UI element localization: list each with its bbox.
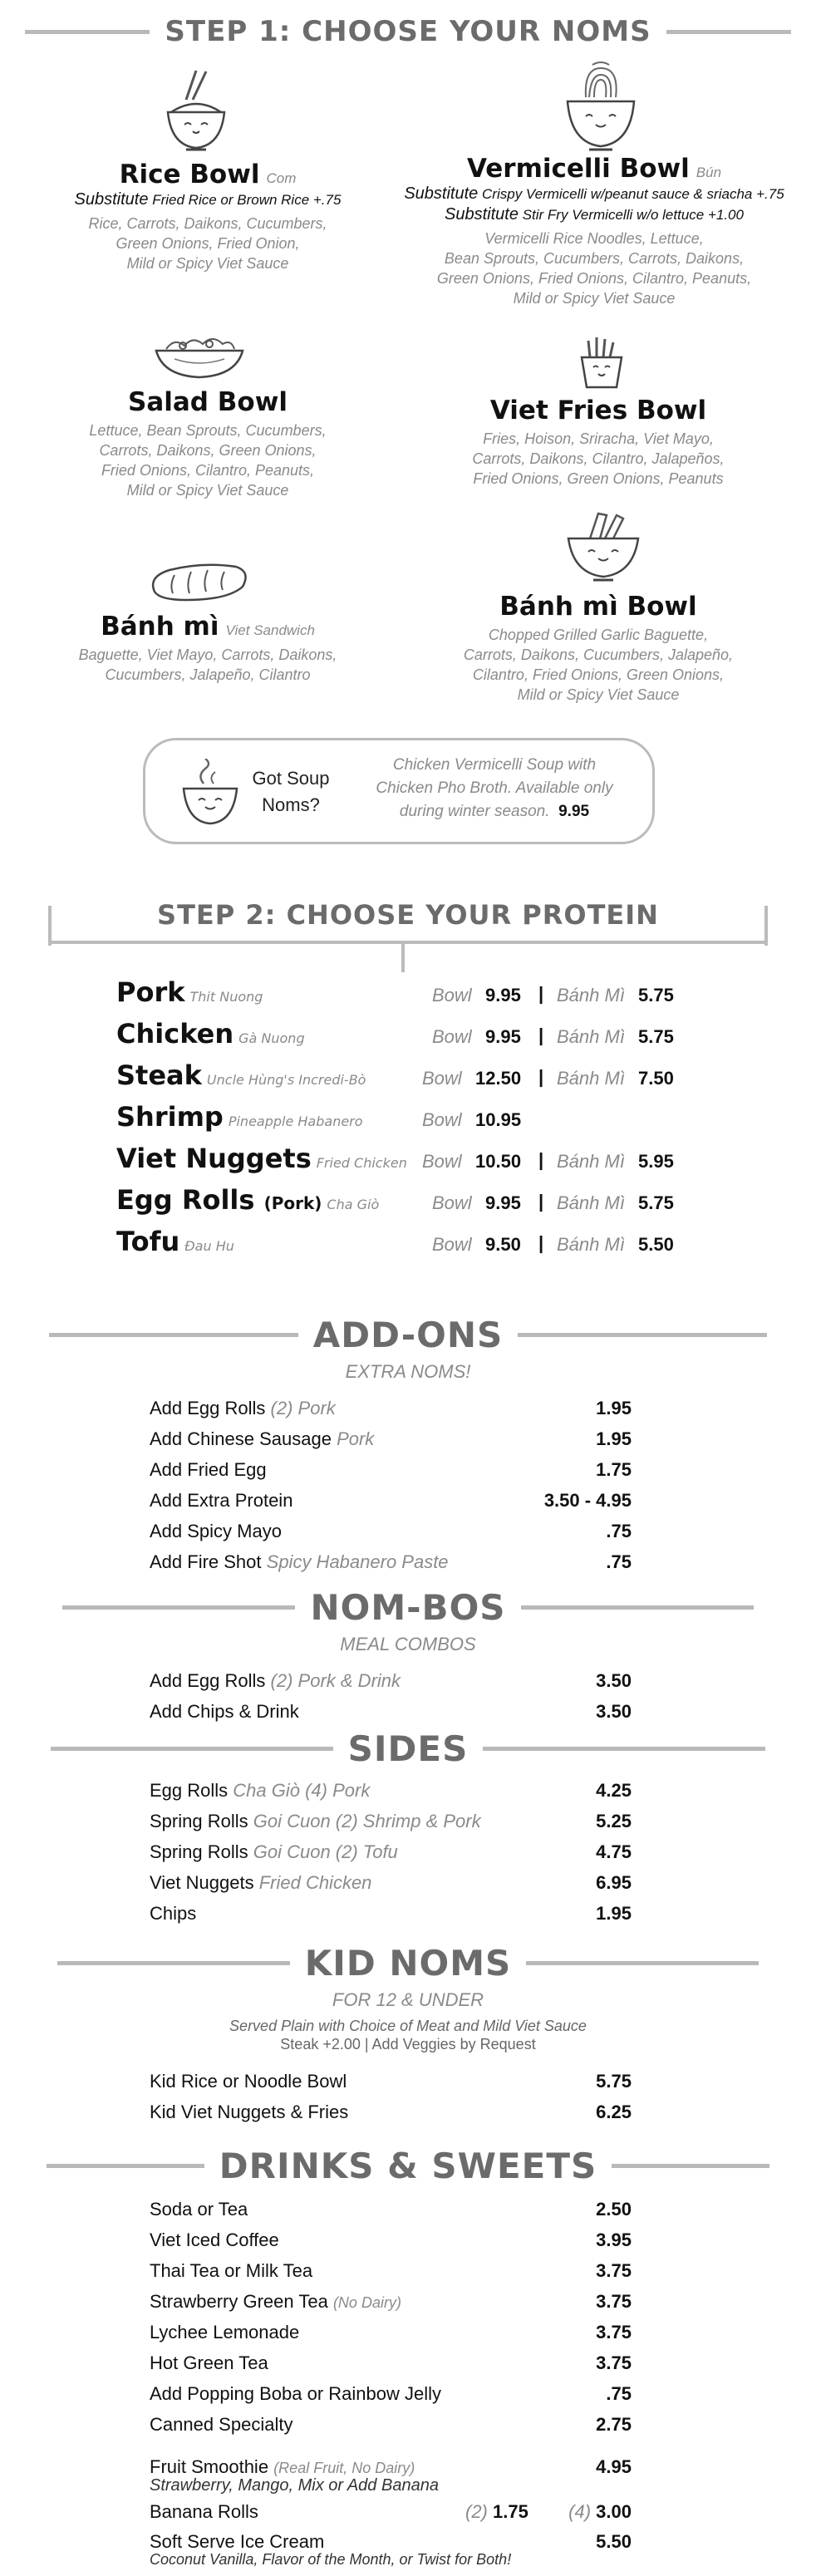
protein-name: Viet Nuggets [116, 1143, 312, 1174]
row-price: 3.75 [596, 2291, 632, 2312]
desc-line: Mild or Spicy Viet Sauce [513, 290, 676, 307]
desc-line: Green Onions, Fried Onions, Cilantro, Peanuts, [436, 270, 752, 287]
row-note: Pork [337, 1428, 375, 1449]
bowl-label: Bowl [422, 1068, 462, 1089]
price-separator: | [538, 1191, 544, 1212]
protein-row [116, 1059, 715, 1101]
menu-row [150, 2383, 632, 2408]
row-price: 6.95 [596, 1872, 632, 1893]
banh-mi-label: Bánh Mì [557, 1151, 625, 1172]
row-price: 1.95 [596, 1398, 632, 1418]
row-price: 3.50 - 4.95 [543, 1490, 632, 1511]
protein-row [116, 1184, 715, 1226]
row-label-cell [150, 2229, 279, 2251]
row-label: Add Spicy Mayo [150, 1521, 282, 1541]
row-label: Add Extra Protein [150, 1490, 293, 1511]
row-label: Chips [150, 1903, 197, 1924]
bowl-label: Bowl [422, 1109, 462, 1130]
row-label: Lychee Lemonade [150, 2322, 300, 2342]
price-separator: | [538, 1149, 544, 1170]
substitute-text: Stir Fry Vermicelli w/o lettuce +1.00 [522, 207, 744, 223]
step1-heading [0, 15, 816, 48]
row-price: 1.95 [596, 1903, 632, 1924]
row-label-cell [150, 1398, 336, 1419]
desc-line: Carrots, Daikons, Green Onions, [99, 442, 317, 459]
row-price: 3.75 [596, 2260, 632, 2281]
row-label: Add Egg Rolls [150, 1398, 266, 1418]
row-label-cell [150, 1521, 282, 1542]
item-name: Bánh mì [101, 612, 219, 642]
row-price: 5.25 [596, 1811, 632, 1831]
soup-title: Noms? [262, 794, 320, 815]
sides-heading [0, 1728, 816, 1769]
menu-row-soft-serve [150, 2531, 632, 2571]
menu-row [150, 2291, 632, 2316]
row-label: Egg Rolls [150, 1780, 229, 1801]
heading-rule [483, 1747, 765, 1751]
menu-row [150, 2352, 632, 2377]
row-price: 4.75 [596, 1841, 632, 1862]
row-label: Add Fried Egg [150, 1459, 267, 1480]
kids-subtitle: FOR 12 & UNDER [332, 1989, 484, 2010]
row-qty: (2) [465, 2501, 488, 2522]
menu-row [150, 1428, 632, 1453]
menu-row [150, 1521, 632, 1546]
row-price: .75 [606, 2383, 632, 2404]
heading-rule [25, 30, 150, 34]
menu-row [150, 2229, 632, 2254]
row-label: Banana Rolls [150, 2501, 258, 2522]
protein-viet-name: Pineapple Habanero [228, 1113, 363, 1129]
row-price: 3.75 [596, 2352, 632, 2373]
row-label: Kid Viet Nuggets & Fries [150, 2102, 349, 2122]
menu-row [150, 2414, 632, 2439]
row-label-cell [150, 2102, 348, 2123]
price-separator: | [538, 1232, 544, 1253]
heading-rule [612, 2164, 769, 2168]
banh-mi-price: 5.75 [638, 985, 674, 1005]
banh-mi-item [33, 612, 382, 685]
substitute-label: Substitute [74, 190, 149, 209]
menu-row [150, 2322, 632, 2347]
protein-name: Tofu [116, 1226, 180, 1257]
menu-row [150, 1490, 632, 1515]
row-label: Spring Rolls [150, 1841, 248, 1862]
desc-line: Lettuce, Bean Sprouts, Cucumbers, [89, 422, 327, 439]
protein-row [116, 1143, 715, 1184]
menu-row [150, 2071, 632, 2096]
menu-row [150, 2199, 632, 2224]
banh-mi-price: 5.95 [638, 1151, 674, 1172]
item-name: Salad Bowl [128, 387, 288, 417]
row-label-cell [150, 2291, 401, 2313]
row-note: Spicy Habanero Paste [266, 1551, 449, 1572]
heading-rule [62, 1605, 295, 1610]
viet-fries-bowl-item [415, 396, 781, 489]
protein-row [116, 1226, 715, 1267]
row-label: Hot Green Tea [150, 2352, 268, 2373]
row-label-cell [150, 2414, 292, 2436]
row-price: 2.75 [596, 2414, 632, 2435]
row-label: Add Fire Shot [150, 1551, 262, 1572]
desc-line: Mild or Spicy Viet Sauce [126, 482, 289, 499]
row-label: Add Chinese Sausage [150, 1428, 332, 1449]
menu-row [150, 1701, 632, 1726]
step1-title: STEP 1: CHOOSE YOUR NOMS [165, 15, 651, 48]
row-label-cell [150, 1903, 196, 1925]
protein-name-cell [116, 1018, 305, 1050]
row-label-cell [150, 1701, 299, 1723]
desc-line: Cucumbers, Jalapeño, Cilantro [105, 666, 311, 683]
row-note: (2) Pork & Drink [270, 1670, 401, 1691]
substitute-text: Fried Rice or Brown Rice +.75 [152, 192, 342, 208]
row-label: Add Popping Boba or Rainbow Jelly [150, 2383, 442, 2404]
soup-price: 9.95 [558, 803, 590, 820]
sides-title: SIDES [347, 1728, 469, 1769]
heading-rule [518, 1333, 767, 1337]
desc-line: Bean Sprouts, Cucumbers, Carrots, Daikons, [444, 250, 745, 267]
protein-viet-name: Gà Nuong [238, 1030, 305, 1046]
row-label-cell [150, 1811, 481, 1832]
soup-bowl-icon [179, 759, 242, 828]
protein-name: Pork [116, 976, 185, 1008]
protein-extra: (Pork) [263, 1193, 322, 1213]
protein-viet-name: Cha Giò [327, 1197, 380, 1212]
bowl-price: 10.95 [475, 1109, 522, 1130]
row-price: 3.75 [596, 2322, 632, 2342]
row-label: Soft Serve Ice Cream [150, 2531, 325, 2552]
bowl-price: 9.95 [485, 985, 521, 1005]
protein-viet-name: Đau Hu [184, 1238, 234, 1254]
protein-name-cell [116, 1059, 366, 1091]
protein-name: Egg Rolls [116, 1184, 255, 1216]
row-price: 4.25 [596, 1780, 632, 1801]
menu-row [150, 2102, 632, 2126]
row-price: 3.00 [596, 2501, 632, 2522]
row-note: (2) Pork [270, 1398, 336, 1418]
row-price: 6.25 [596, 2102, 632, 2122]
salad-bowl-item [33, 387, 382, 500]
menu-row [150, 1841, 632, 1866]
menu-row [150, 1670, 632, 1695]
banh-mi-price: 5.50 [638, 1234, 674, 1255]
protein-name: Shrimp [116, 1101, 224, 1133]
row-label: Spring Rolls [150, 1811, 248, 1831]
heading-rule [49, 1333, 298, 1337]
price-separator: | [538, 1025, 544, 1045]
soup-desc-line: during winter season. [399, 803, 550, 820]
protein-row [116, 976, 715, 1018]
item-name: Rice Bowl [119, 160, 260, 189]
row-label: Fruit Smoothie [150, 2456, 269, 2477]
menu-row [150, 1551, 632, 1576]
item-name: Bánh mì Bowl [499, 592, 697, 622]
banh-mi-label: Bánh Mì [557, 1068, 625, 1089]
row-note: (No Dairy) [332, 2294, 401, 2311]
protein-row [116, 1018, 715, 1059]
desc-line: Fried Onions, Green Onions, Peanuts [473, 470, 724, 487]
row-label: Thai Tea or Milk Tea [150, 2260, 313, 2281]
row-note: (Real Fruit, No Dairy) [273, 2460, 415, 2476]
item-viet-name: Com [266, 170, 297, 186]
kids-heading [0, 1943, 816, 1984]
kids-note: Served Plain with Choice of Meat and Mild Viet Sauce [229, 2018, 587, 2034]
nombos-subtitle: MEAL COMBOS [340, 1634, 476, 1654]
bowl-label: Bowl [432, 1234, 472, 1255]
bowl-price: 10.50 [475, 1151, 522, 1172]
soup-desc-line: Chicken Pho Broth. Available only [376, 779, 613, 797]
row-note: Fried Chicken [258, 1872, 372, 1893]
row-price: 2.50 [596, 2199, 632, 2220]
row-qty: (4) [568, 2501, 592, 2522]
banh-mi-price: 7.50 [638, 1068, 674, 1089]
row-label-cell [150, 2199, 248, 2220]
step2-title: STEP 2: CHOOSE YOUR PROTEIN [157, 899, 659, 931]
protein-name-cell [116, 1184, 379, 1216]
desc-line: Green Onions, Fried Onion, [116, 235, 300, 252]
row-note: Goi Cuon (2) Tofu [253, 1841, 398, 1862]
protein-viet-name: Thit Nuong [189, 989, 263, 1005]
menu-row-banana-rolls [150, 2501, 632, 2526]
rice-bowl-item [33, 160, 382, 273]
desc-line: Mild or Spicy Viet Sauce [126, 255, 289, 272]
drinks-title: DRINKS & SWEETS [219, 2146, 597, 2186]
desc-line: Baguette, Viet Mayo, Carrots, Daikons, [78, 646, 337, 663]
banh-mi-label: Bánh Mì [557, 985, 625, 1005]
row-label-cell [150, 2352, 268, 2374]
row-subnote: Strawberry, Mango, Mix or Add Banana [150, 2476, 439, 2495]
row-label-cell [150, 2071, 347, 2092]
row-subnote: Coconut Vanilla, Flavor of the Month, or Twist for Both! [150, 2551, 512, 2568]
heading-rule [51, 1747, 333, 1751]
bowl-label: Bowl [432, 985, 472, 1005]
row-label-cell [150, 1490, 292, 1512]
row-price: 3.50 [596, 1670, 632, 1691]
row-label: Viet Nuggets [150, 1872, 254, 1893]
heading-rule [666, 30, 791, 34]
row-label: Viet Iced Coffee [150, 2229, 279, 2250]
menu-row [150, 2260, 632, 2285]
menu-row [150, 1780, 632, 1805]
banh-mi-label: Bánh Mì [557, 1192, 625, 1213]
kids-title: KID NOMS [304, 1943, 512, 1984]
row-label: Add Egg Rolls [150, 1670, 266, 1691]
row-label-cell [150, 1459, 267, 1481]
protein-name-cell [116, 976, 263, 1008]
addons-subtitle: EXTRA NOMS! [345, 1361, 471, 1382]
desc-line: Chopped Grilled Garlic Baguette, [488, 627, 709, 643]
item-viet-name: Viet Sandwich [225, 622, 315, 638]
row-label-cell [150, 2383, 441, 2405]
nombos-title: NOM-BOS [310, 1587, 506, 1628]
row-price: .75 [606, 1521, 632, 1541]
row-price: .75 [606, 1551, 632, 1572]
protein-name: Steak [116, 1059, 202, 1091]
bowl-price: 12.50 [475, 1068, 522, 1089]
protein-name-cell [116, 1101, 363, 1133]
addons-heading [0, 1315, 816, 1355]
fries-icon [577, 336, 627, 391]
price-separator: | [538, 1066, 544, 1087]
protein-viet-name: Uncle Hùng's Incredi-Bò [206, 1072, 366, 1088]
desc-line: Cilantro, Fried Onions, Green Onions, [472, 666, 725, 683]
row-price: 3.95 [596, 2229, 632, 2250]
row-price: 1.75 [596, 1459, 632, 1480]
row-price: 3.50 [596, 1701, 632, 1722]
substitute-label: Substitute [404, 184, 479, 203]
row-price: 5.50 [596, 2531, 632, 2552]
addons-title: ADD-ONS [312, 1315, 504, 1355]
desc-line: Mild or Spicy Viet Sauce [517, 686, 680, 703]
row-label-cell [150, 2322, 299, 2343]
desc-line: Carrots, Daikons, Cucumbers, Jalapeño, [463, 646, 734, 663]
heading-rule [47, 2164, 204, 2168]
vermicelli-bowl-icon [561, 60, 641, 155]
menu-row [150, 1903, 632, 1928]
vermicelli-bowl-item [391, 154, 798, 308]
row-price: 1.75 [493, 2501, 528, 2522]
protein-name-cell [116, 1226, 234, 1257]
price-separator: | [538, 983, 544, 1004]
heading-rule [57, 1961, 290, 1965]
item-name: Viet Fries Bowl [489, 396, 707, 425]
bowl-price: 9.50 [485, 1234, 521, 1255]
row-label-cell [150, 1551, 449, 1573]
row-label: Soda or Tea [150, 2199, 248, 2220]
row-note: Goi Cuon (2) Shrimp & Pork [253, 1811, 481, 1831]
heading-rule [526, 1961, 759, 1965]
menu-row [150, 1811, 632, 1836]
menu-row [150, 1459, 632, 1484]
row-label-cell [150, 1841, 398, 1863]
protein-viet-name: Fried Chicken [316, 1155, 407, 1171]
item-viet-name: Bún [696, 165, 722, 180]
soup-title: Got Soup [252, 768, 330, 789]
banh-mi-price: 5.75 [638, 1026, 674, 1047]
menu-row-smoothie [150, 2456, 632, 2496]
row-price: 1.95 [596, 1428, 632, 1449]
desc-line: Vermicelli Rice Noodles, Lettuce, [484, 230, 704, 247]
row-price: 5.75 [596, 2071, 632, 2092]
kids-note: Steak +2.00 | Add Veggies by Request [280, 2036, 536, 2052]
menu-row [150, 1398, 632, 1423]
banh-mi-bowl-item [399, 592, 798, 705]
heading-rule [521, 1605, 754, 1610]
rice-bowl-icon [163, 66, 229, 158]
row-label-cell [150, 1670, 401, 1692]
item-name: Vermicelli Bowl [466, 154, 690, 184]
desc-line: Carrots, Daikons, Cilantro, Jalapeños, [472, 450, 725, 467]
row-label-cell [150, 1872, 371, 1894]
row-label-cell [150, 2260, 312, 2282]
soup-desc-line: Chicken Vermicelli Soup with [392, 756, 597, 774]
banh-mi-price: 5.75 [638, 1192, 674, 1213]
bowl-label: Bowl [432, 1026, 472, 1047]
soup-box [143, 738, 655, 844]
row-label-cell [150, 1428, 374, 1450]
desc-line: Fries, Hoison, Sriracha, Viet Mayo, [483, 430, 714, 447]
bowl-price: 9.95 [485, 1192, 521, 1213]
menu-row [150, 1872, 632, 1897]
protein-row [116, 1101, 715, 1143]
bowl-price: 9.95 [485, 1026, 521, 1047]
row-label-cell [150, 1780, 370, 1802]
bowl-label: Bowl [422, 1151, 462, 1172]
bowl-label: Bowl [432, 1192, 472, 1213]
banh-mi-bowl-icon [562, 509, 645, 583]
row-label: Strawberry Green Tea [150, 2291, 328, 2312]
row-label: Add Chips & Drink [150, 1701, 299, 1722]
substitute-text: Crispy Vermicelli w/peanut sauce & sriacha +.75 [482, 186, 784, 202]
row-price: 4.95 [596, 2456, 632, 2477]
nombos-heading [0, 1587, 816, 1628]
row-label: Canned Specialty [150, 2414, 293, 2435]
banh-mi-label: Bánh Mì [557, 1026, 625, 1047]
row-label: Kid Rice or Noodle Bowl [150, 2071, 347, 2092]
protein-name: Chicken [116, 1018, 234, 1050]
protein-name-cell [116, 1143, 407, 1174]
desc-line: Rice, Carrots, Daikons, Cucumbers, [88, 215, 327, 232]
salad-bowl-icon [150, 331, 249, 381]
baguette-icon [145, 558, 253, 603]
substitute-label: Substitute [445, 205, 519, 224]
drinks-heading [0, 2146, 816, 2186]
desc-line: Fried Onions, Cilantro, Peanuts, [101, 462, 315, 479]
row-note: Cha Giò (4) Pork [233, 1780, 371, 1801]
banh-mi-label: Bánh Mì [557, 1234, 625, 1255]
